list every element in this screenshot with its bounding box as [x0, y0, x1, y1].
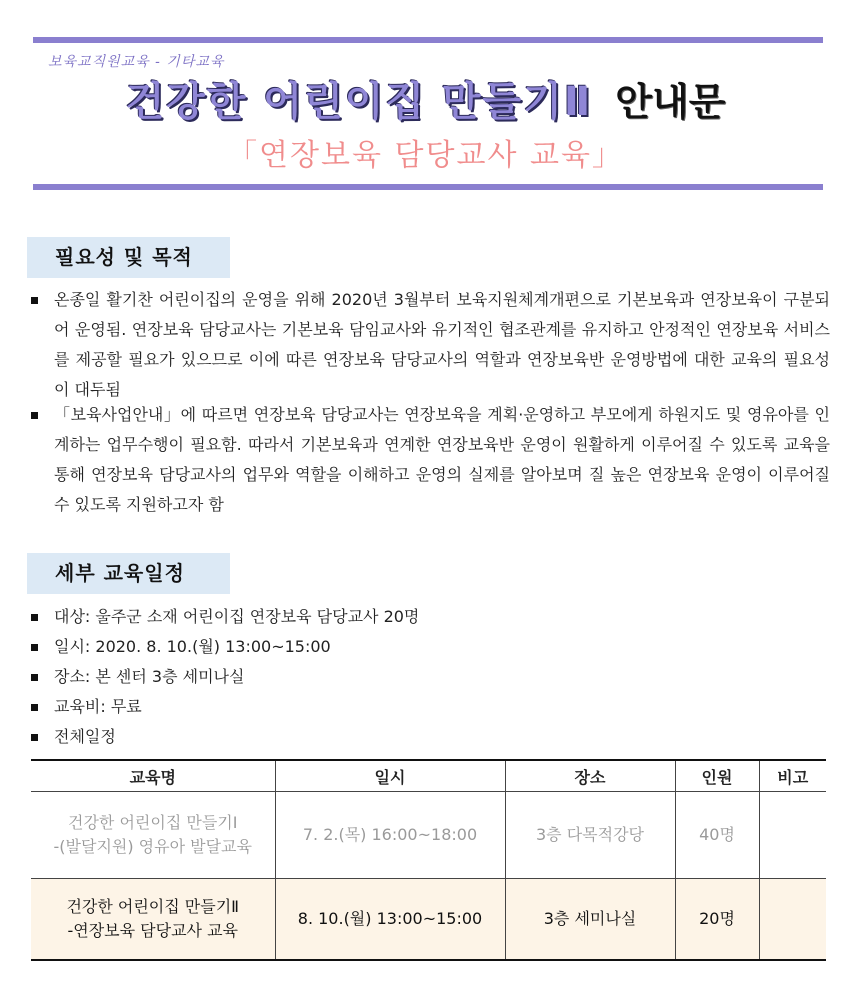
list-item: 일시: 2020. 8. 10.(월) 13:00~15:00 [28, 632, 419, 662]
note-cell [759, 792, 826, 879]
purpose-text: 「보육사업안내」에 따르면 연장보육 담당교사는 연장보육을 계획·운영하고 부모에게 하원지도 및 영유아를 인계하는 업무수행이 필요함. 따라서 기본보육과 연계한 연장보육반 운영이 원활하게 이루어질 수 있도록 교육을 통해 연장보육 담당교사의 업무와 역할을 이해하고 운영의 실제를 알아보며 질 높은 연장보육 운영이 이루어질 수 있도록 지원하고자 함 [54, 405, 830, 514]
date-cell: 8. 10.(월) 13:00~15:00 [275, 879, 505, 961]
column-header: 비고 [759, 760, 826, 792]
schedule-table [31, 759, 826, 961]
title-suffix: 안내문 [615, 80, 726, 124]
main-title: 건강한 어린이집 만들기Ⅱ [125, 79, 593, 125]
course-name-line: -(발달지원) 영유아 발달교육 [53, 837, 252, 856]
category-label: 보육교직원교육 - 기타교육 [48, 54, 225, 70]
column-header: 일시 [275, 760, 505, 792]
list-item: 전체일정 [28, 722, 419, 752]
purpose-paragraph [28, 285, 830, 405]
count-cell: 40명 [675, 792, 759, 879]
list-item: 교육비: 무료 [28, 692, 419, 722]
list-item: 대상: 울주군 소재 어린이집 연장보육 담당교사 20명 [28, 602, 419, 632]
course-title: 「연장보육 담당교사 교육」 [227, 138, 624, 173]
table-row [31, 879, 826, 961]
bottom-divider-bar [33, 184, 823, 190]
table-row [31, 792, 826, 879]
title-row [0, 70, 851, 127]
note-cell [759, 879, 826, 961]
place-cell: 3층 다목적강당 [505, 792, 675, 879]
place-cell: 3층 세미나실 [505, 879, 675, 961]
table-header-row [31, 760, 826, 792]
schedule-details-list [28, 602, 419, 752]
course-name-cell [31, 879, 275, 961]
purpose-text: 온종일 활기찬 어린이집의 운영을 위해 2020년 3월부터 보육지원체계개편으로 기본보육과 연장보육이 구분되어 운영됨. 연장보육 담당교사는 기본보육 담임교사와 유기적인 협조관계를 유지하고 안정적인 연장보육 서비스를 제공할 필요가 있으므로 이에 따른 연장보육 담당교사의 역할과 연장보육반 운영방법에 대한 교육의 필요성이 대두됨 [54, 290, 830, 399]
column-header: 인원 [675, 760, 759, 792]
section-heading-purpose: 필요성 및 목적 [27, 237, 230, 278]
section-heading-schedule: 세부 교육일정 [27, 553, 230, 594]
course-name-line: 건강한 어린이집 만들기Ⅰ [68, 813, 238, 832]
list-item: 장소: 본 센터 3층 세미나실 [28, 662, 419, 692]
purpose-paragraph [28, 400, 830, 520]
column-header: 교육명 [31, 760, 275, 792]
top-divider-bar [33, 37, 823, 43]
course-name-line: 건강한 어린이집 만들기Ⅱ [66, 897, 240, 916]
course-name-line: -연장보육 담당교사 교육 [67, 921, 238, 940]
count-cell: 20명 [675, 879, 759, 961]
course-name-cell [31, 792, 275, 879]
date-cell: 7. 2.(목) 16:00~18:00 [275, 792, 505, 879]
column-header: 장소 [505, 760, 675, 792]
